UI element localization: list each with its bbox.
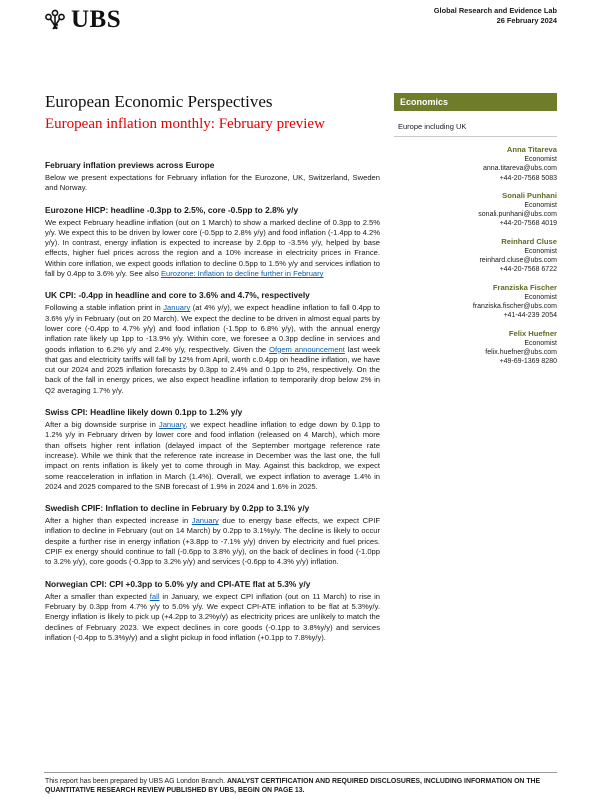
eurozone-report-link[interactable]: Eurozone: Inflation to decline further in February xyxy=(160,269,324,279)
analyst-name: Sonali Punhani xyxy=(502,190,557,200)
page-subtitle: European inflation monthly: February preview xyxy=(45,116,325,132)
section-uk xyxy=(45,290,380,396)
footer-divider xyxy=(44,772,557,773)
analyst-role: Economist xyxy=(524,293,557,301)
section-sweden xyxy=(45,503,380,567)
analyst-card xyxy=(394,191,557,229)
analyst-role: Economist xyxy=(524,247,557,255)
analyst-email[interactable]: felix.huefner@ubs.com xyxy=(485,348,557,356)
analyst-phone: +44-20-7568 6722 xyxy=(499,266,557,274)
analyst-card xyxy=(394,237,557,275)
analyst-card xyxy=(394,283,557,321)
section-heading: UK CPI: -0.4pp in headline and core to 3.6% and 4.7%, respectively xyxy=(45,290,310,301)
analyst-phone: +41-44-239 2054 xyxy=(503,312,557,320)
analyst-phone: +44-20-7568 4019 xyxy=(499,220,557,228)
analyst-role: Economist xyxy=(524,339,557,347)
analyst-phone: +44-20-7568 5083 xyxy=(499,174,557,182)
section-overview xyxy=(45,160,380,194)
disclosure-footer xyxy=(45,777,565,795)
analyst-email[interactable]: franziska.fischer@ubs.com xyxy=(472,302,557,310)
analyst-role: Economist xyxy=(524,201,557,209)
ubs-logo xyxy=(44,6,121,34)
sidebar-region: Europe including UK xyxy=(394,122,557,137)
ubs-keys-icon xyxy=(44,9,66,31)
analyst-role: Economist xyxy=(524,156,557,163)
section-heading: Eurozone HICP: headline -0.3pp to 2.5%, core -0.5pp to 2.8% y/y xyxy=(45,204,299,215)
main-content xyxy=(45,160,380,654)
report-header-info xyxy=(434,6,557,25)
section-heading: Norwegian CPI: CPI +0.3pp to 5.0% y/y and CPI-ATE flat at 5.3% y/y xyxy=(45,578,311,589)
analyst-card xyxy=(394,329,557,367)
section-text: After a smaller than expected fall in January, we expect CPI inflation (out on 11 March) to rise in February by 0.3pp from 4.7% y/y to 5.0% y/y. We expect CPI-ATE inflation to be flat at 5.3%y/y. Energy inflation is likely to pick up (+4.2pp to 3.2%y/y) as electricity prices are unlikely to match the declines of February 2023. We expect declines in core goods (-0.1pp to 3.8%y/y) and services inflation (-0.4pp to 5.3%y/y) and a slight pickup in food inflation (+0.1pp to 7.8%y/y). xyxy=(45,591,380,642)
page-title: European Economic Perspectives xyxy=(45,92,273,111)
section-text: We expect February headline inflation (out on 1 March) to show a marked decline of 0.3pp to 2.5% y/y. We expect this to be driven by lower core (-0.5pp to 2.8% y/y) and food inflation (-1.4pp to 4.2% y/y). In contrast, energy inflation is expected to increase by 2.6pp to -3.5% y/y, helped by base effects, higher fuel prices across the region and a 10% increase in electricity prices in France. Within core inflation, we expect goods inflation to decline 0.5pp to 1.5% y/y and services inflation to fall by 0.4pp to 3.6% y/y. See also Eurozone: Inflation to decline further in February xyxy=(45,217,380,279)
footer-disclosure-bold: ANALYST CERTIFICATION AND REQUIRED DISCLOSURES, INCLUDING INFORMATION ON THE QUANTITATIVE RESEARCH REVIEW PUBLISHED BY UBS, BEGIN ON PAGE 13. xyxy=(45,778,541,794)
analyst-name: Felix Huefner xyxy=(508,328,557,338)
sidebar-heading: Economics xyxy=(394,93,557,111)
section-norway xyxy=(45,579,380,643)
analyst-name: Franziska Fischer xyxy=(492,282,557,292)
sidebar xyxy=(394,93,557,366)
section-heading: Swedish CPIF: Inflation to decline in February by 0.2pp to 3.1% y/y xyxy=(45,503,310,514)
ubs-wordmark: UBS xyxy=(71,6,122,33)
ofgem-announcement-link[interactable]: Ofgem announcement xyxy=(269,344,345,354)
section-text: After a higher than expected increase in January due to energy base effects, we expect CPIF inflation to decline in February (out on 14 March) by 0.2pp to 3.1%y/y. The decline is likely to occur despite a further rise in energy inflation (+3.8pp to -7.1% y/y) driven by electricity and fuel prices. CPIF ex energy should continue to fall (-0.6pp to 3.8% y/y), on the back of declines in food (-1.0pp to 3.2% y/y), core goods (-0.3pp to 3.2% y/y) and services (-0.6pp to 4.3% y/y) inflation. xyxy=(45,516,380,567)
analyst-name: Reinhard Cluse xyxy=(501,236,557,246)
norway-fall-link[interactable]: fall xyxy=(149,591,160,601)
analyst-email[interactable]: reinhard.cluse@ubs.com xyxy=(479,257,557,265)
section-heading: Swiss CPI: Headline likely down 0.1pp to 1.2% y/y xyxy=(45,407,243,418)
analyst-email[interactable]: anna.titareva@ubs.com xyxy=(482,165,557,173)
analyst-card xyxy=(394,145,557,183)
report-date: 26 February 2024 xyxy=(496,15,557,25)
section-eurozone xyxy=(45,205,380,280)
section-text: Following a stable inflation print in January (at 4% y/y), we expect headline inflation to fall 0.4pp to 3.6% y/y in February (out on 20 March). We expect the decline to be driven in almost equal parts by lower core (-0.4pp to 4.7% y/y) and food inflation (-1.5pp to 6.8% y/y), with the annual energy inflation rate likely up 1pp to -13.9% y/y. Within core, we foresee a 0.3pp decline in services and goods inflation to 6.2% y/y and 2.4% y/y, respectively. Given the Ofgem announcement last week that gas and electricity tariffs will fall by 12% from April, worth c.0.4pp on headline inflation, we have cut our 2024 and 2025 inflation forecasts by 0.3pp to 2.4% and 0.1pp to 2%, respectively. On the back of the fall in energy prices, we also expect headline inflation to temporarily drop below 2% in Q2 averaging 1.7% y/y. xyxy=(45,303,380,395)
section-swiss xyxy=(45,407,380,492)
analyst-email[interactable]: sonali.punhani@ubs.com xyxy=(478,211,557,219)
analyst-name: Anna Titareva xyxy=(506,145,557,154)
section-heading: February inflation previews across Europe xyxy=(45,160,215,170)
uk-january-link[interactable]: January xyxy=(163,303,191,313)
section-text: Below we present expectations for February inflation for the Eurozone, UK, Switzerland, Sweden and Norway. xyxy=(45,173,380,193)
org-name: Global Research and Evidence Lab xyxy=(433,6,557,15)
swiss-january-link[interactable]: January xyxy=(158,420,186,430)
sweden-january-link[interactable]: January xyxy=(191,516,219,526)
footer-text: This report has been prepared by UBS AG London Branch. xyxy=(45,778,227,785)
section-text: After a big downside surprise in January, we expect headline inflation to edge down by 0.1pp to 1.2% y/y in February driven by lower core and food inflation (released on 4 March), which more than offsets higher rent inflation (delayed impact of the September mortgage reference rate increase). While we think that the reference rate increase in December was the last one, the full impact on rents inflation is likely yet to come through in May. Against this backdrop, we expect some reacceleration in inflation in March (1.4%). Overall, we expect inflation to average 1.4% in 2024 and 2025 compared to the SNB forecast of 1.9% in 2024 and 1.6% in 2025. xyxy=(45,420,380,491)
analyst-phone: +49-69-1369 8280 xyxy=(499,358,557,366)
